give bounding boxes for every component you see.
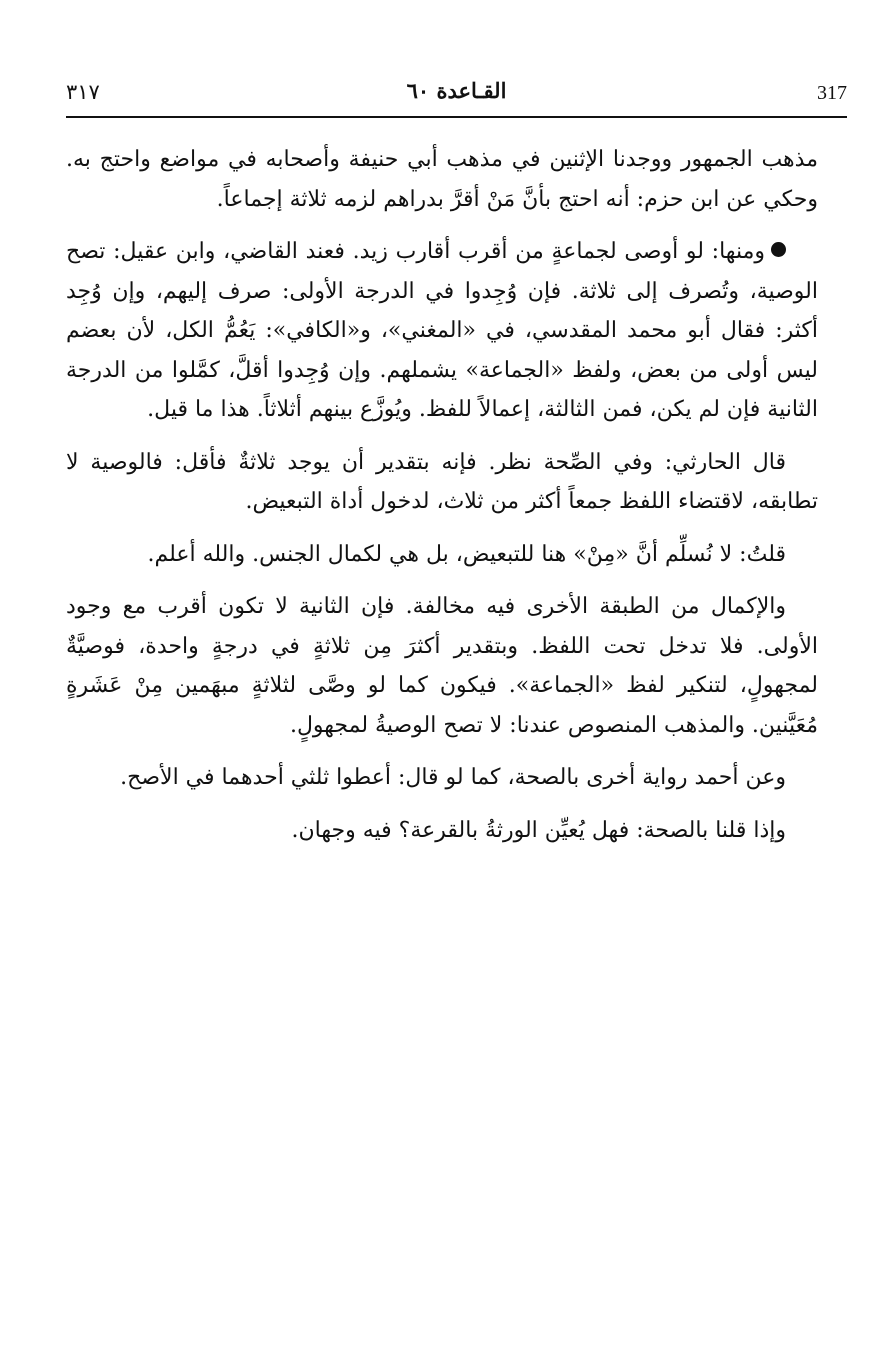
paragraph-4	[66, 535, 818, 575]
paragraph-text: مذهب الجمهور ووجدنا الإثنين في مذهب أبي حنيفة وأصحابه في مواضع واحتج به. وحكي عن ابن حزم: أنه احتج بأنَّ مَنْ أقرَّ بدراهم لزمه ثلاثة إجماعاً.	[66, 147, 818, 212]
page-body	[66, 140, 818, 863]
paragraph-6	[66, 758, 818, 798]
paragraph-text: قال الحارثي: وفي الصِّحة نظر. فإنه بتقدير أن يوجد ثلاثةٌ فأقل: فالوصية لا تطابقه، لاقتضاء اللفظ جمعاً أكثر من ثلاث، لدخول أداة التبعيض.	[66, 449, 818, 514]
page-number-arabic: ٣١٧	[66, 80, 100, 104]
paragraph-text: قلتُ: لا نُسلِّم أنَّ «مِنْ» هنا للتبعيض، بل هي لكمال الجنس. والله أعلم.	[147, 541, 786, 567]
paragraph-text: وعن أحمد رواية أخرى بالصحة، كما لو قال: أعطوا ثلثي أحدهما في الأصح.	[120, 765, 786, 790]
page-number-latin: 317	[817, 82, 847, 104]
paragraph-1	[66, 140, 818, 219]
header-divider	[66, 116, 847, 118]
paragraph-text: والإكمال من الطبقة الأخرى فيه مخالفة. فإن الثانية لا تكون أقرب مع وجود الأولى. فلا تدخل تحت اللفظ. وبتقدير أكثرَ مِن ثلاثةٍ في درجةٍ واحدة، فوصيَّةٌ لمجهولٍ، لتنكير لفظ «الجماعة». فيكون كما لو وصَّى لثلاثةٍ مبهَمين مِنْ عَشَرةٍ مُعَيَّنين. والمذهب المنصوص عندنا: لا تصح الوصيةُ لمجهولٍ.	[66, 594, 818, 738]
paragraph-7	[66, 811, 818, 851]
page-header	[66, 78, 847, 112]
paragraph-text: ومنها: لو أوصى لجماعةٍ من أقرب أقارب زيد. فعند القاضي، وابن عقيل: تصح الوصية، وتُصرف إلى ثلاثة. فإن وُجِدوا في الدرجة الأولى: صرف إليهم، وإن وُجِد أكثر: فقال أبو محمد المقدسي، في «المغني»، و«الكافي»: يَعُمُّ الكل، لأن بعضم ليس أولى من بعض، ولفظ «الجماعة» يشملهم. وإن وُجِدوا أقلَّ، كمَّلوا من الدرجة الثانية فإن لم يكن، فمن الثالثة، إعمالاً للفظ. ويُوزَّع بينهم أثلاثاً. هذا ما قيل.	[66, 239, 818, 422]
running-title: القـاعدة ٦٠	[406, 78, 507, 103]
paragraph-3	[66, 443, 818, 522]
paragraph-2	[66, 232, 818, 430]
paragraph-5	[66, 587, 818, 745]
bullet-icon	[771, 242, 786, 257]
paragraph-text: وإذا قلنا بالصحة: فهل يُعيِّن الورثةُ بالقرعة؟ فيه وجهان.	[291, 817, 786, 843]
